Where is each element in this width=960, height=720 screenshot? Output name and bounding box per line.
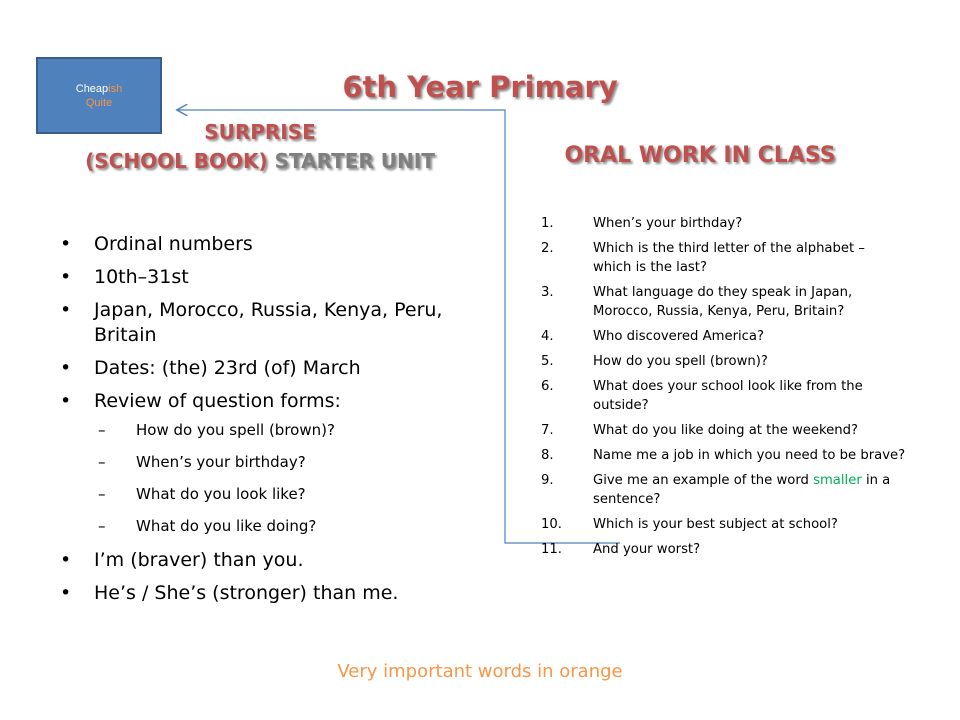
topic-item-label: Review of question forms: — [94, 390, 341, 412]
left-heading — [60, 118, 460, 176]
question-number: 10. — [541, 517, 562, 532]
highlighted-word: smaller — [813, 473, 862, 488]
question-form-item: – What do you like doing? — [94, 516, 458, 536]
question-item — [541, 540, 907, 559]
question-text-b: in a sentence? — [593, 473, 891, 507]
question-text: Which is your best subject at school? — [593, 517, 838, 532]
question-form-item: – What do you look like? — [94, 484, 458, 504]
question-forms-list — [94, 420, 458, 536]
question-item — [541, 214, 907, 233]
question-item — [541, 421, 907, 440]
question-text: What do you like doing at the weekend? — [593, 423, 859, 438]
question-number: 1. — [541, 216, 554, 231]
question-text: Which is the third letter of the alphabet – which is the last? — [593, 241, 865, 275]
question-number: 8. — [541, 448, 554, 463]
question-text: And your worst? — [593, 542, 701, 557]
question-text: How do you spell (brown)? — [593, 354, 768, 369]
label-box-ish: ish — [108, 82, 123, 95]
question-item — [541, 446, 907, 465]
footer-note: Very important words in orange — [337, 661, 623, 682]
oral-questions-list — [541, 214, 907, 565]
question-text: What does your school look like from the outside? — [593, 379, 863, 413]
question-form-item: – When’s your birthday? — [94, 452, 458, 472]
topic-item: • He’s / She’s (stronger) than me. — [58, 581, 458, 606]
label-box-line2: Quite — [85, 96, 113, 109]
question-number: 4. — [541, 329, 554, 344]
left-heading-starter-unit: STARTER UNIT — [274, 149, 435, 173]
question-number: 7. — [541, 423, 554, 438]
topic-list — [58, 232, 458, 614]
question-number: 5. — [541, 354, 554, 369]
left-heading-school-book: (SCHOOL BOOK) — [85, 149, 275, 173]
question-number: 3. — [541, 285, 554, 300]
page-title: 6th Year Primary — [342, 70, 618, 104]
topic-item: • Japan, Morocco, Russia, Kenya, Peru, Britain — [58, 298, 458, 348]
topic-item: • Dates: (the) 23rd (of) March — [58, 356, 458, 381]
label-box-cheap: Cheap — [75, 82, 109, 95]
question-item — [541, 283, 907, 321]
topic-item-question-forms — [58, 389, 458, 536]
question-text: What language do they speak in Japan, Morocco, Russia, Kenya, Peru, Britain? — [593, 285, 853, 319]
question-item — [541, 327, 907, 346]
left-heading-line2 — [60, 147, 460, 176]
question-item — [541, 352, 907, 371]
right-heading: ORAL WORK IN CLASS — [564, 143, 836, 168]
question-item — [541, 515, 907, 534]
question-number: 6. — [541, 379, 554, 394]
question-item — [541, 377, 907, 415]
question-text: When’s your birthday? — [593, 216, 743, 231]
topic-item: • Ordinal numbers — [58, 232, 458, 257]
question-text: Name me a job in which you need to be brave? — [593, 448, 906, 463]
question-number: 2. — [541, 241, 554, 256]
question-text: Who discovered America? — [593, 329, 765, 344]
question-item — [541, 239, 907, 277]
left-heading-line1: SURPRISE — [204, 120, 316, 144]
question-item — [541, 471, 907, 509]
question-number: 11. — [541, 542, 562, 557]
topic-item: • I’m (braver) than you. — [58, 548, 458, 573]
question-form-item: – How do you spell (brown)? — [94, 420, 458, 440]
question-text-a: Give me an example of the word — [593, 473, 814, 488]
topic-item: • 10th–31st — [58, 265, 458, 290]
question-number: 9. — [541, 473, 554, 488]
